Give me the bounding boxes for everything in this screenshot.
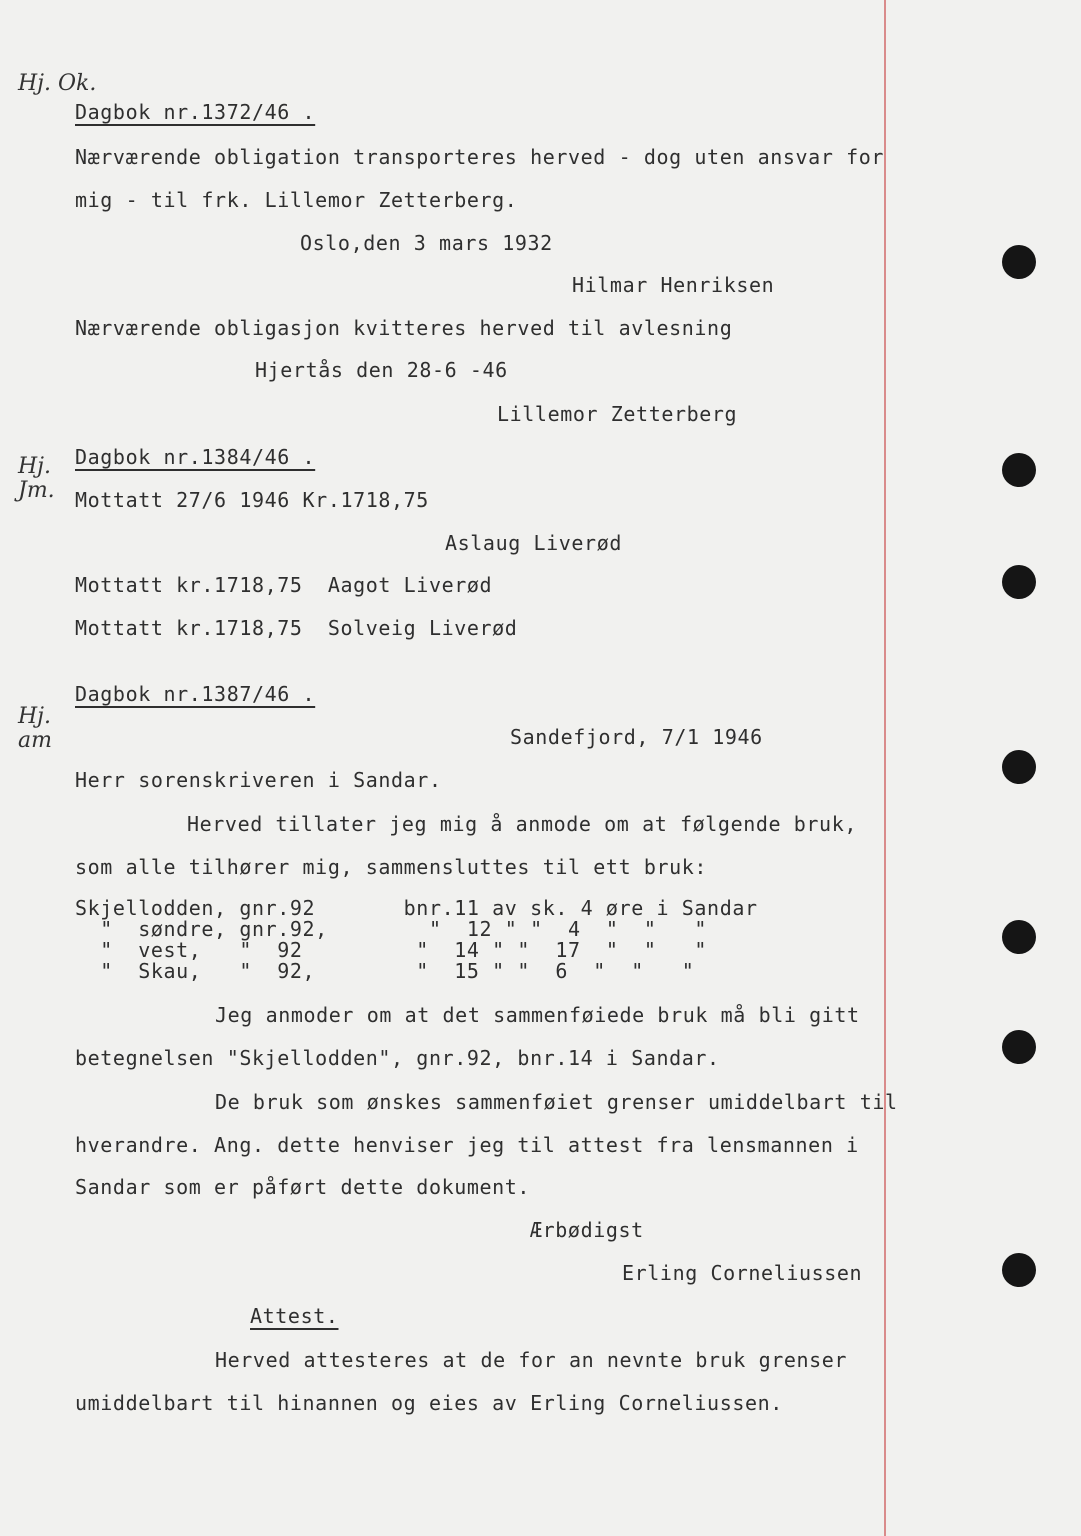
text-line: Nærværende obligation transporteres herved - dog uten ansvar for — [75, 145, 885, 169]
property-table-row: Skjellodden, gnr.92 bnr.11 av sk. 4 øre i Sandar — [75, 896, 758, 920]
text-line: Mottatt kr.1718,75 Solveig Liverød — [75, 616, 518, 640]
entry-heading: Dagbok nr.1387/46 . — [75, 682, 316, 706]
punch-hole — [1002, 1253, 1036, 1287]
property-table-row: " søndre, gnr.92, " 12 " " 4 " " " — [75, 917, 708, 941]
signature: Erling Corneliussen — [622, 1261, 863, 1285]
text-line: Mottatt 27/6 1946 Kr.1718,75 — [75, 488, 429, 512]
text-line: Jeg anmoder om at det sammenføiede bruk må bli gitt — [215, 1003, 860, 1027]
attest-heading: Attest. — [250, 1304, 339, 1328]
text-line: betegnelsen "Skjellodden", gnr.92, bnr.14 i Sandar. — [75, 1046, 720, 1070]
signature: Aslaug Liverød — [445, 531, 622, 555]
text-line: hverandre. Ang. dette henviser jeg til attest fra lensmannen i — [75, 1133, 859, 1157]
punch-hole — [1002, 1030, 1036, 1064]
text-line: umiddelbart til hinannen og eies av Erling Corneliussen. — [75, 1391, 783, 1415]
punch-hole — [1002, 453, 1036, 487]
text-line: De bruk som ønskes sammenføiet grenser umiddelbart til — [215, 1090, 898, 1114]
punch-hole — [1002, 565, 1036, 599]
text-line: mig - til frk. Lillemor Zetterberg. — [75, 188, 518, 212]
text-line: Sandar som er påført dette dokument. — [75, 1175, 531, 1199]
signature: Hilmar Henriksen — [572, 273, 775, 297]
punch-hole — [1002, 245, 1036, 279]
place-date: Hjertås den 28-6 -46 — [255, 358, 508, 382]
property-table-row: " vest, " 92 " 14 " " 17 " " " — [75, 938, 708, 962]
entry-heading: Dagbok nr.1384/46 . — [75, 445, 316, 469]
place-date: Sandefjord, 7/1 1946 — [510, 725, 763, 749]
punch-hole — [1002, 920, 1036, 954]
salutation: Herr sorenskriveren i Sandar. — [75, 768, 442, 792]
text-line: Herved tillater jeg mig å anmode om at følgende bruk, — [187, 812, 857, 836]
property-table-row: " Skau, " 92, " 15 " " 6 " " " — [75, 959, 695, 983]
place-date: Oslo,den 3 mars 1932 — [300, 231, 553, 255]
punch-hole — [1002, 750, 1036, 784]
margin-initials: Hj. am — [18, 704, 52, 753]
text-line: som alle tilhører mig, sammensluttes til ett bruk: — [75, 855, 708, 879]
margin-initials: Hj. Ok. — [18, 71, 97, 96]
signature: Lillemor Zetterberg — [497, 402, 738, 426]
text-line: Mottatt kr.1718,75 Aagot Liverød — [75, 573, 493, 597]
margin-initials: Hj. Jm. — [18, 454, 55, 503]
text-line: Herved attesteres at de for an nevnte bruk grenser — [215, 1348, 848, 1372]
entry-heading: Dagbok nr.1372/46 . — [75, 100, 316, 124]
text-line: Nærværende obligasjon kvitteres herved til avlesning — [75, 316, 733, 340]
margin-rule — [884, 0, 886, 1536]
closing: Ærbødigst — [530, 1218, 644, 1242]
